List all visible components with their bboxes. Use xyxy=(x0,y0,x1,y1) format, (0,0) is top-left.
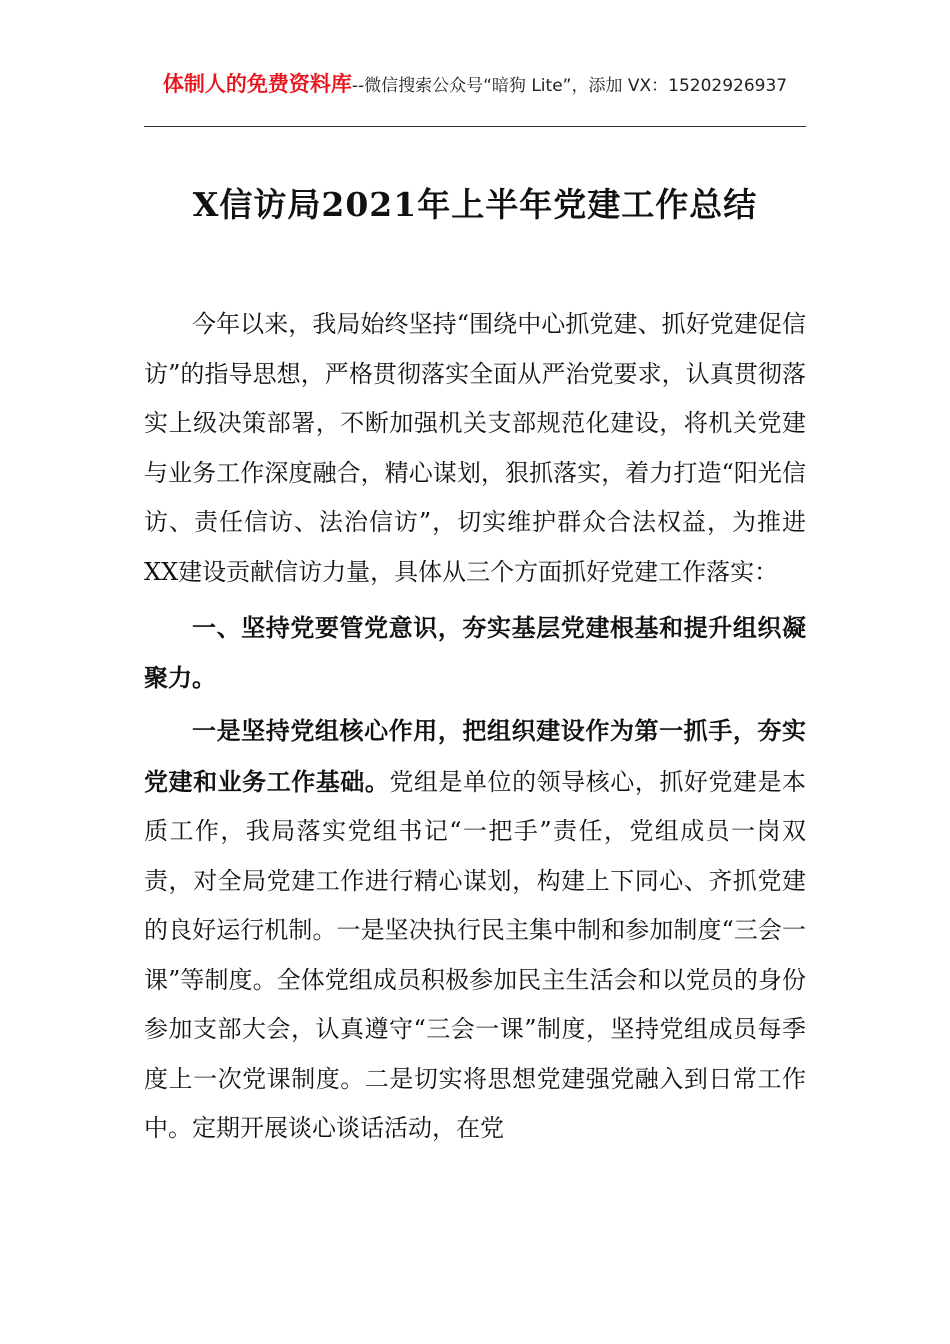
intro-paragraph: 今年以来，我局始终坚持“围绕中心抓党建、抓好党建促信访”的指导思想，严格贯彻落实全面从严治党要求，认真贯彻落实上级决策部署，不断加强机关支部规范化建设，将机关党建与业务工作深度融合，精心谋划，狠抓落实，着力打造“阳光信访、责任信访、法治信访”，切实维护群众合法权益，为推进XX建设贡献信访力量，具体从三个方面抓好党建工作落实： xyxy=(144,310,806,586)
page-header xyxy=(144,70,806,100)
document-body xyxy=(144,300,806,1154)
header-contact: --微信搜索公众号“暗狗 Lite”，添加 VX：15202926937 xyxy=(351,76,788,96)
point-text: 党组是单位的领导核心，抓好党建是本质工作，我局落实党组书记“一把手”责任，党组成员一岗双责，对全局党建工作进行精心谋划，构建上下同心、齐抓党建的良好运行机制。一是坚决执行民主集中制和参加制度“三会一课”等制度。全体党组成员积极参加民主生活会和以党员的身份参加支部大会，认真遵守“三会一课”制度，坚持党组成员每季度上一次党课制度。二是切实将思想党建强党融入到日常工作中。定期开展谈心谈话活动，在党 xyxy=(144,767,807,1142)
point-paragraph xyxy=(144,706,806,1154)
point-lead: 一是坚持党组核心作用，把组织建设作为第一抓手，夯实党建和业务工作基础。 xyxy=(144,716,806,796)
section-heading: 一、坚持党要管党意识，夯实基层党建根基和提升组织凝聚力。 xyxy=(144,613,806,692)
header-brand: 体制人的免费资料库 xyxy=(162,72,352,96)
header-divider xyxy=(144,126,806,127)
document-title: X信访局2021年上半年党建工作总结 xyxy=(192,185,758,225)
